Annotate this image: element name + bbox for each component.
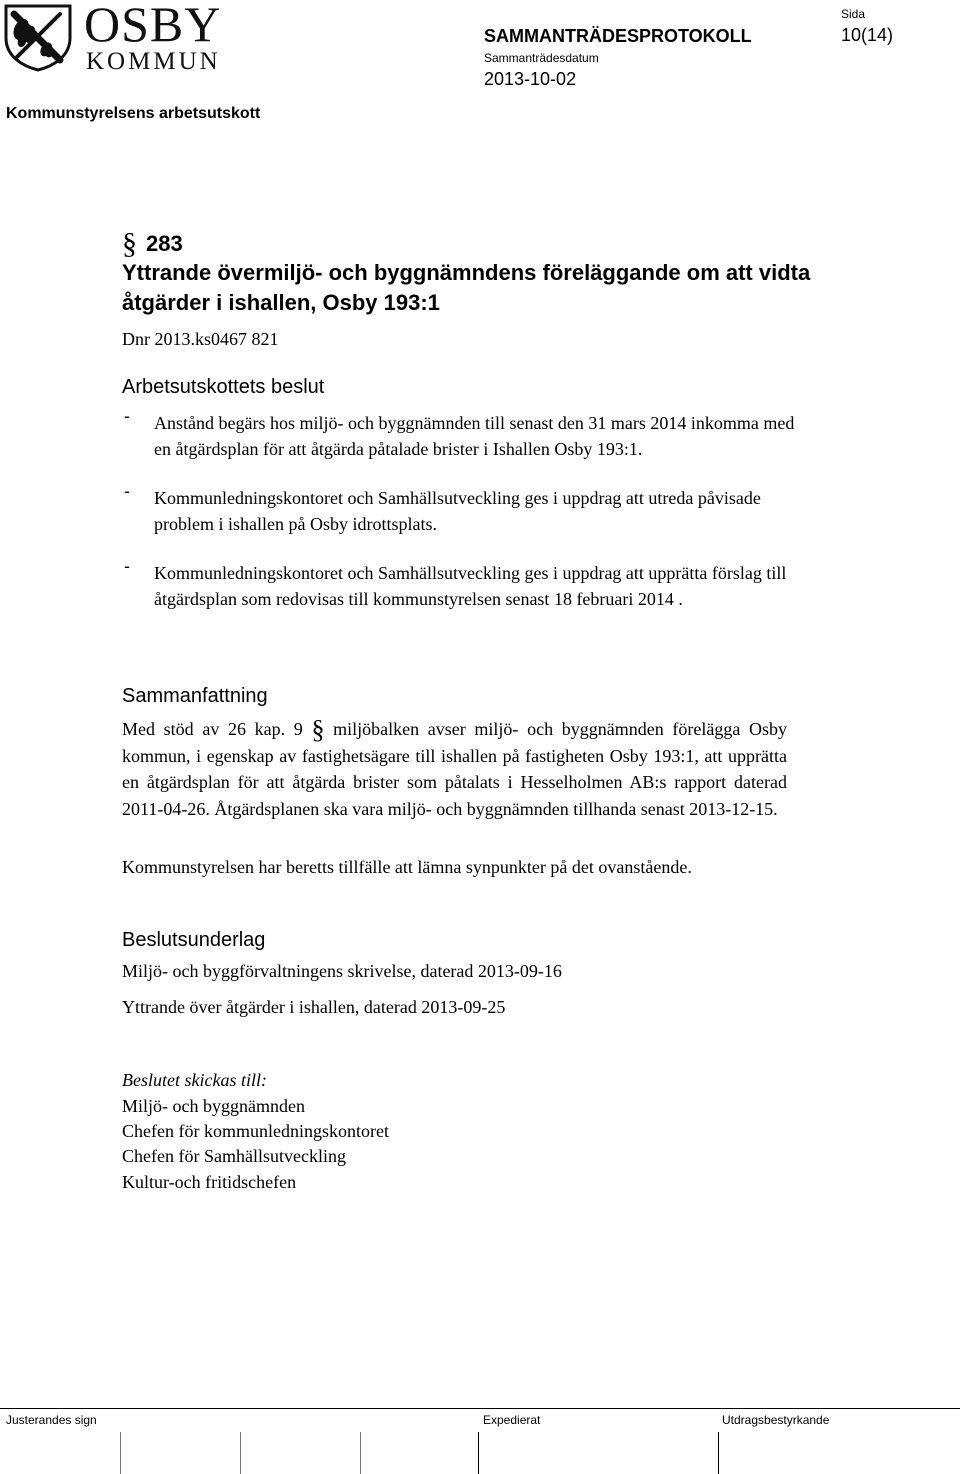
- summary-paragraph-2: Kommunstyrelsen har beretts tillfälle att lämna synpunkter på det ovanstående.: [122, 857, 692, 877]
- footer-signature-box: [240, 1432, 241, 1474]
- footer-label-dispatched: Expedierat: [483, 1413, 541, 1427]
- decision-text: Anstånd begärs hos miljö- och byggnämnden till senast den 31 mars 2014 inkomma med en åtgärdsplan för att åtgärda påtalade brister i Ishallen Osby 193:1.: [154, 413, 795, 459]
- section-number: 283: [146, 231, 183, 256]
- summary-text-rest: miljöbalken avser miljö- och byggnämnden förelägga Osby kommun, i egenskap av fastighetsägare till ishallen på fastigheten Osby 193:1, att upprätta en åtgärdsplan för att åtgärda brister som påtalats i Hesselholmen AB:s rapport daterad 2011-04-26. Åtgärdsplanen ska vara miljö- och byggnämnden tillhanda senast 2013-12-15.: [122, 719, 788, 819]
- decision-list: [122, 406, 812, 635]
- distribution-heading: Beslutet skickas till:: [122, 1070, 267, 1090]
- recipient: Chefen för kommunledningskontoret: [122, 1121, 389, 1141]
- basis-heading: Beslutsunderlag: [122, 929, 266, 951]
- section-sign: §: [122, 227, 137, 260]
- recipient: Chefen för Samhällsutveckling: [122, 1146, 346, 1166]
- footer-section-divider: [478, 1432, 479, 1474]
- paragraph-sign: §: [311, 715, 325, 744]
- footer-label-signature: Justerandes sign: [6, 1413, 97, 1427]
- decision-text: Kommunledningskontoret och Samhällsutveckling ges i uppdrag att upprätta förslag till åtgärdsplan som redovisas till kommunstyrelsen senast 18 februari 2014 .: [154, 563, 787, 609]
- document-type: SAMMANTRÄDESPROTOKOLL: [484, 26, 752, 46]
- recipient: Miljö- och byggnämnden: [122, 1096, 305, 1116]
- decision-item: [122, 556, 812, 612]
- item-title: Yttrande övermiljö- och byggnämndens föreläggande om att vidta åtgärder i ishallen, Osby 193:1: [122, 260, 811, 315]
- decision-item: [122, 406, 812, 462]
- bullet-marker: -: [124, 556, 130, 576]
- dnr-reference: Dnr 2013.ks0467 821: [122, 329, 279, 349]
- page-number: 10(14): [841, 25, 894, 45]
- summary-paragraph: [122, 716, 787, 822]
- basis-item: Yttrande över åtgärder i ishallen, daterad 2013-09-25: [122, 997, 506, 1017]
- organization-name: Kommunstyrelsens arbetsutskott: [6, 105, 261, 122]
- footer-signature-box: [120, 1432, 121, 1474]
- osby-logo-shield-icon: [4, 4, 72, 72]
- footer-section-divider: [718, 1432, 719, 1474]
- decision-text: Kommunledningskontoret och Samhällsutveckling ges i uppdrag att utreda påvisade problem i ishallen på Osby idrottsplats.: [154, 488, 761, 534]
- decision-heading: Arbetsutskottets beslut: [122, 376, 325, 398]
- bullet-marker: -: [124, 406, 130, 426]
- basis-item: Miljö- och byggförvaltningens skrivelse, daterad 2013-09-16: [122, 961, 562, 981]
- date-label: Sammanträdesdatum: [484, 51, 599, 65]
- decision-item: [122, 481, 812, 537]
- summary-text-start: Med stöd av 26 kap. 9: [122, 719, 303, 739]
- footer-signature-box: [360, 1432, 361, 1474]
- date-value: 2013-10-02: [484, 69, 577, 89]
- osby-logo-subtitle: KOMMUN: [86, 48, 221, 75]
- osby-logo-name: OSBY: [84, 0, 222, 52]
- footer-label-certification: Utdragsbestyrkande: [722, 1413, 830, 1427]
- page-label: Sida: [841, 7, 866, 21]
- summary-heading: Sammanfattning: [122, 685, 268, 707]
- footer-divider: [0, 1408, 960, 1409]
- recipient: Kultur-och fritidschefen: [122, 1172, 297, 1192]
- bullet-marker: -: [124, 481, 130, 501]
